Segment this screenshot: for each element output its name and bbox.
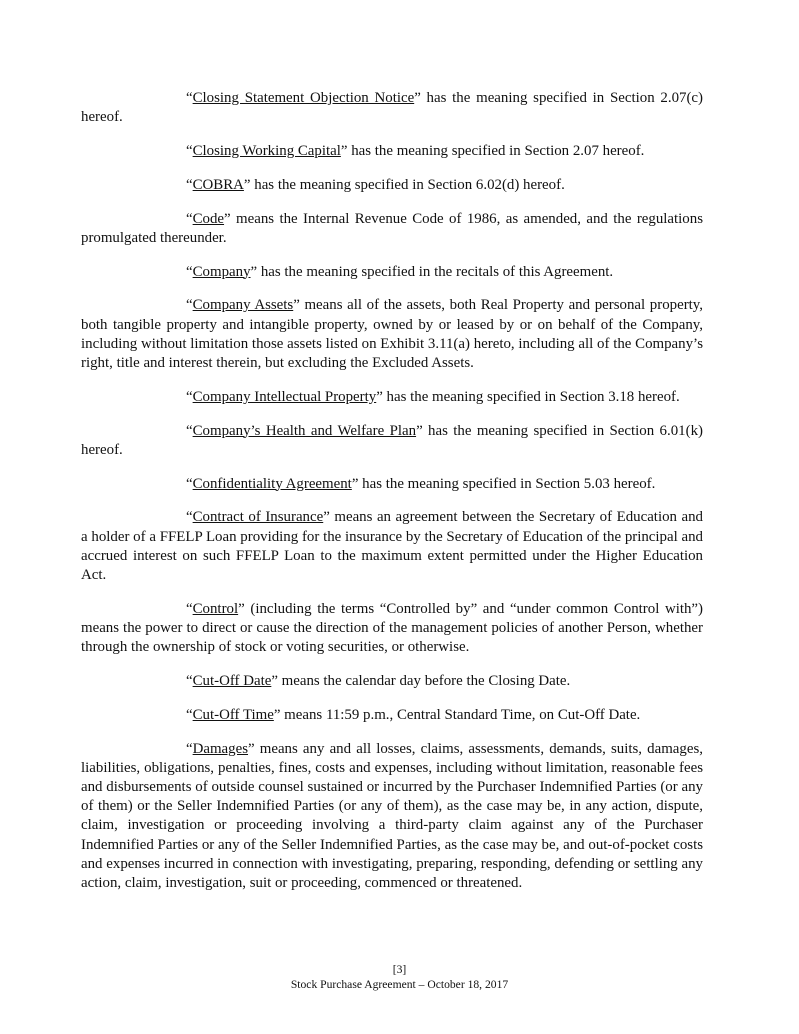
definition-paragraph: “Cut-Off Date” means the calendar day before the Closing Date. (186, 673, 571, 689)
definition-text: has the meaning specified in the recitals of this Agreement. (257, 263, 614, 280)
definition-text: means an agreement between the Secretary of Education and a holder of a FFELP Loan providing for the insurance by the Secretary of Education of the principal and accrued interest on such FFELP Loan to the maximum extent permitted under the Higher Education Act. (81, 509, 704, 583)
definition-text: means 11:59 p.m., Central Standard Time, on Cut-Off Date. (280, 706, 641, 723)
defined-term: Company Assets (192, 297, 294, 314)
document-title: Stock Purchase Agreement – October 18, 2017 (290, 978, 509, 991)
defined-term: Damages (192, 740, 249, 757)
defined-term: Closing Working Capital (192, 143, 341, 159)
definition-paragraph: “Cut-Off Time” means 11:59 p.m., Central Standard Time, on Cut-Off Date. (186, 706, 641, 723)
definition-paragraph: “COBRA” has the meaning specified in Section 6.02(d) hereof. (186, 176, 565, 193)
definition-paragraph: “Control” (including the terms “Controlled by” and “under common Control with”) means the power to direct or cause the direction of the management policies of another Person, whether through the ownership of stock or voting securities, or otherwise. (81, 600, 703, 656)
definition-text: means the calendar day before the Closing Date. (277, 673, 571, 689)
definition-paragraph: “Closing Working Capital” has the meaning specified in Section 2.07 hereof. (186, 143, 645, 159)
defined-term: Cut-Off Time (192, 706, 274, 723)
defined-term: Control (192, 600, 239, 617)
definition-paragraph: “Damages” means any and all losses, claims, assessments, demands, suits, damages, liabilities, obligations, penalties, fines, costs and expenses, including without limitation, reasonable fees and disbursements of outside counsel sustained or incurred by the Purchaser Indemnified Parties (or any of them) or the Seller Indemnified Parties (or any of them), as the case may be, in any action, dispute, claim, investigation or proceeding involving a third-party claim against any of the Purchaser Indemnified Parties or any of the Seller Indemnified Parties, as the case may be, and out-of-pocket costs and expenses incurred in connection with investigating, preparing, responding, defending or settling any action, claim, investigation, suit or proceeding, commenced or threatened. (81, 740, 703, 892)
definition-text: has the meaning specified in Section 2.07 hereof. (347, 143, 645, 159)
defined-term: Cut-Off Date (192, 673, 272, 689)
definition-text: has the meaning specified in Section 6.02(d) hereof. (250, 176, 565, 193)
definition-text: has the meaning specified in Section 5.03 hereof. (358, 475, 656, 492)
definition-paragraph: “Confidentiality Agreement” has the meaning specified in Section 5.03 hereof. (186, 475, 656, 492)
page-footer (0, 962, 799, 992)
definition-paragraph: “Company” has the meaning specified in the recitals of this Agreement. (186, 263, 614, 280)
definition-text: means any and all losses, claims, assessments, demands, suits, damages, liabilities, obligations, penalties, fines, costs and expenses, including without limitation, reasonable fees and disbursements of outside counsel sustained or incurred by the Purchaser Indemnified Parties (or any of them) or the Seller Indemnified Parties (or any of them), as the case may be, in any action, dispute, claim, investigation or proceeding involving a third-party claim against any of the Purchaser Indemnified Parties or any of the Seller Indemnified Parties, as the case may be, and out-of-pocket costs and expenses incurred in connection with investigating, preparing, responding, defending or settling any action, claim, investigation, suit or proceeding, commenced or threatened. (81, 740, 703, 892)
definition-text: has the meaning specified in Section 3.18 hereof. (382, 388, 680, 405)
definition-text: means all of the assets, both Real Property and personal property, both tangible property and intangible property, owned by or leased by or on behalf of the Company, including without limitation those assets listed on Exhibit 3.11(a) hereto, including all of the Company’s right, title and interest therein, but excluding the Excluded Assets. (81, 297, 703, 371)
definition-paragraph: “Company Assets” means all of the assets, both Real Property and personal property, both tangible property and intangible property, owned by or leased by or on behalf of the Company, including without limitation those assets listed on Exhibit 3.11(a) hereto, including all of the Company’s right, title and interest therein, but excluding the Excluded Assets. (81, 297, 703, 371)
definition-paragraph: “Code” means the Internal Revenue Code of 1986, as amended, and the regulations promulgated thereunder. (81, 210, 703, 246)
defined-term: COBRA (192, 176, 244, 193)
defined-term: Company’s Health and Welfare Plan (192, 422, 417, 439)
page-number: [3] (392, 963, 407, 976)
definitions-list (81, 89, 703, 908)
definition-text: means the Internal Revenue Code of 1986, as amended, and the regulations promulgated thereunder. (81, 210, 703, 246)
defined-term: Code (192, 210, 225, 227)
definition-text: has the meaning specified in Section 2.07(c) hereof. (81, 90, 703, 126)
definition-paragraph: “Closing Statement Objection Notice” has the meaning specified in Section 2.07(c) hereof. (81, 90, 703, 126)
defined-term: Company Intellectual Property (192, 388, 377, 405)
definition-text: has the meaning specified in Section 6.01(k) hereof. (81, 422, 703, 458)
defined-term: Confidentiality Agreement (192, 475, 352, 492)
definition-paragraph: “Company’s Health and Welfare Plan” has the meaning specified in Section 6.01(k) hereof. (81, 422, 703, 458)
defined-term: Company (192, 263, 251, 280)
defined-term: Closing Statement Objection Notice (192, 90, 415, 106)
definition-paragraph: “Contract of Insurance” means an agreement between the Secretary of Education and a holder of a FFELP Loan providing for the insurance by the Secretary of Education of the principal and accrued interest on such FFELP Loan to the maximum extent permitted under the Higher Education Act. (81, 509, 704, 583)
definition-paragraph: “Company Intellectual Property” has the meaning specified in Section 3.18 hereof. (186, 388, 680, 405)
definition-text: (including the terms “Controlled by” and “under common Control with”) means the power to direct or cause the direction of the management policies of another Person, whether through the ownership of stock or voting securities, or otherwise. (81, 600, 703, 656)
defined-term: Contract of Insurance (192, 509, 324, 526)
